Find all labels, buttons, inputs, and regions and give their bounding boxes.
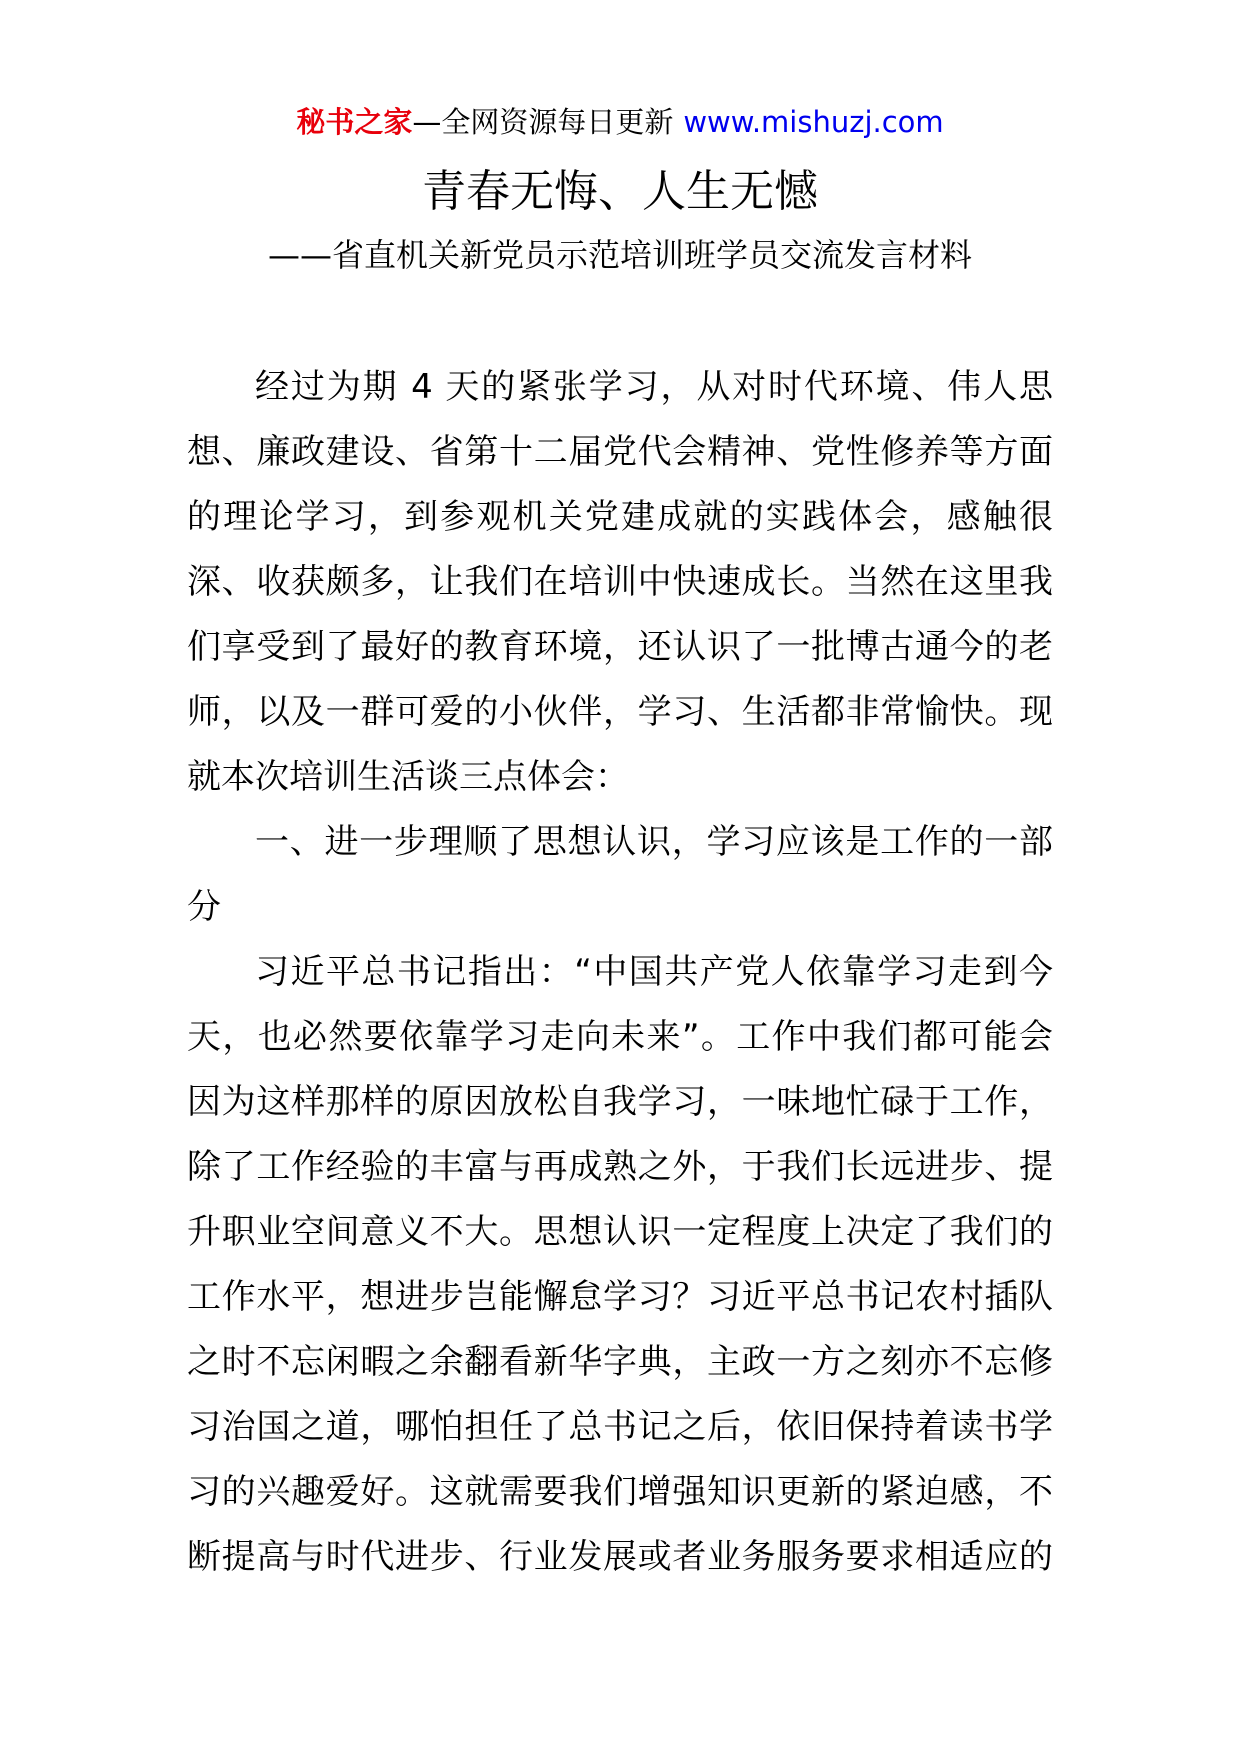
paragraph-2-line: 之时不忘闲暇之余翻看新华字典，主政一方之刻亦不忘修 <box>187 1342 1053 1382</box>
paragraph-2-line: 升职业空间意义不大。思想认识一定程度上决定了我们的 <box>187 1212 1053 1252</box>
section-1-heading-line: 一、进一步理顺了思想认识，学习应该是工作的一部 <box>255 822 1053 862</box>
paragraph-2-line: 习治国之道，哪怕担任了总书记之后，依旧保持着读书学 <box>187 1407 1053 1447</box>
brand-tagline: —全网资源每日更新 <box>412 105 674 139</box>
paragraph-1-line: 们享受到了最好的教育环境，还认识了一批博古通今的老 <box>187 627 1053 667</box>
paragraph-2-line: 习近平总书记指出：“中国共产党人依靠学习走到今 <box>255 952 1053 992</box>
paragraph-1-line: 师，以及一群可爱的小伙伴，学习、生活都非常愉快。现 <box>187 692 1053 732</box>
paragraph-1-line: 的理论学习，到参观机关党建成就的实践体会，感触很 <box>187 497 1053 537</box>
document-title: 青春无悔、人生无憾 <box>422 166 818 217</box>
section-1-heading-line: 分 <box>187 887 221 927</box>
site-banner <box>0 100 1240 144</box>
paragraph-2-line: 断提高与时代进步、行业发展或者业务服务要求相适应的 <box>187 1537 1053 1577</box>
site-url[interactable]: www.mishuzj.com <box>683 105 944 139</box>
paragraph-1-line: 想、廉政建设、省第十二届党代会精神、党性修养等方面 <box>187 432 1053 472</box>
paragraph-2-line: 习的兴趣爱好。这就需要我们增强知识更新的紧迫感，不 <box>187 1472 1053 1512</box>
paragraph-1-line: 深、收获颇多，让我们在培训中快速成长。当然在这里我 <box>187 562 1053 602</box>
paragraph-2-line: 除了工作经验的丰富与再成熟之外，于我们长远进步、提 <box>187 1147 1053 1187</box>
paragraph-2-line: 因为这样那样的原因放松自我学习，一味地忙碌于工作， <box>187 1082 1053 1122</box>
document-subtitle: ——省直机关新党员示范培训班学员交流发言材料 <box>267 236 972 274</box>
paragraph-1-line: 经过为期 4 天的紧张学习，从对时代环境、伟人思 <box>255 367 1053 407</box>
paragraph-2-line: 工作水平，想进步岂能懈怠学习？习近平总书记农村插队 <box>187 1277 1053 1317</box>
paragraph-1-line: 就本次培训生活谈三点体会： <box>187 757 629 797</box>
paragraph-2-line: 天，也必然要依靠学习走向未来”。工作中我们都可能会 <box>187 1017 1053 1057</box>
document-body <box>187 355 1053 1590</box>
brand-name: 秘书之家 <box>296 105 413 139</box>
